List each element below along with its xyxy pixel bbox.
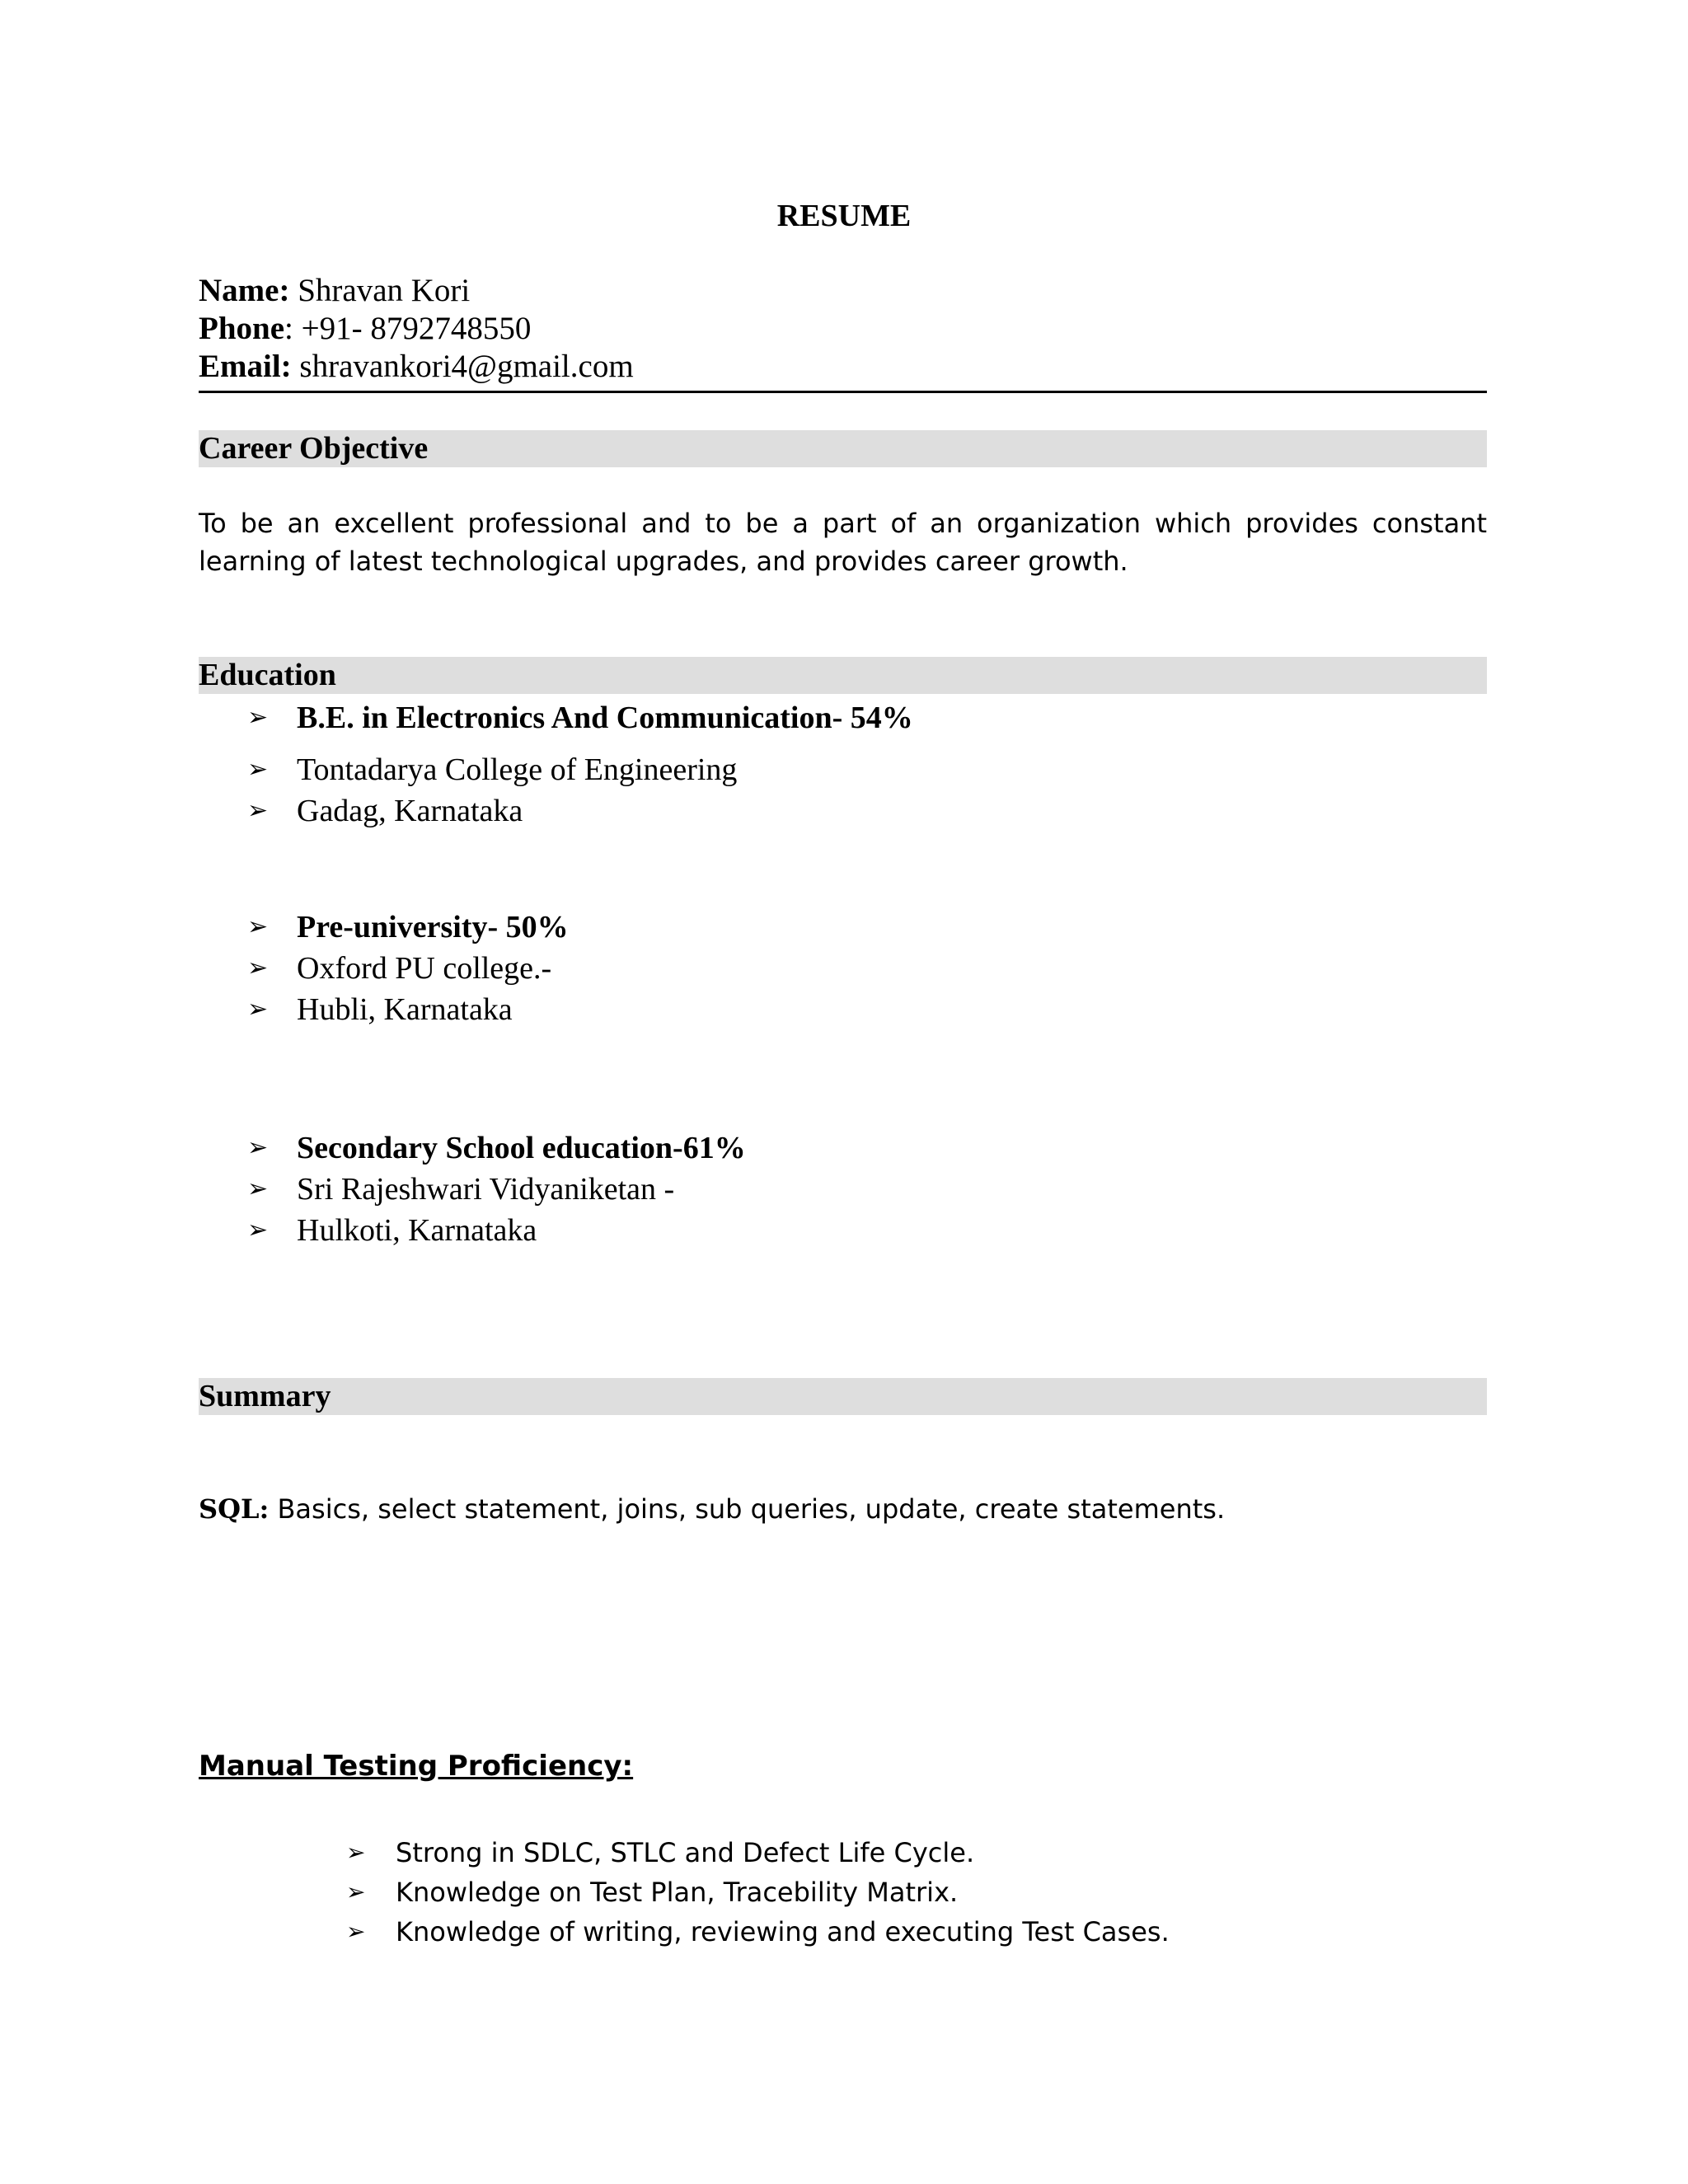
puc-location: Hubli, Karnataka bbox=[297, 992, 513, 1027]
manual-testing-heading: Manual Testing Proficiency: bbox=[199, 1750, 634, 1783]
manual-testing-item: Strong in SDLC, STLC and Defect Life Cycle. bbox=[396, 1837, 975, 1868]
arrow-bullet-icon: ➢ bbox=[247, 703, 269, 732]
career-objective-heading: Career Objective bbox=[199, 431, 429, 466]
sse-degree: Secondary School education-61% bbox=[297, 1131, 746, 1165]
arrow-bullet-icon: ➢ bbox=[247, 995, 269, 1024]
arrow-bullet-icon: ➢ bbox=[247, 755, 269, 784]
arrow-bullet-icon: ➢ bbox=[346, 1878, 366, 1905]
summary-heading: Summary bbox=[199, 1379, 331, 1413]
arrow-bullet-icon: ➢ bbox=[247, 796, 269, 825]
career-objective-line-2: learning of latest technological upgrades, and provides career growth. bbox=[199, 546, 1128, 577]
career-objective-text bbox=[199, 504, 1487, 580]
arrow-bullet-icon: ➢ bbox=[346, 1839, 366, 1866]
email-value: shravankori4@gmail.com bbox=[299, 349, 634, 384]
arrow-bullet-icon: ➢ bbox=[346, 1918, 366, 1945]
sse-college: Sri Rajeshwari Vidyaniketan - bbox=[297, 1172, 675, 1207]
arrow-bullet-icon: ➢ bbox=[247, 1133, 269, 1162]
education-heading: Education bbox=[199, 658, 336, 692]
career-objective-line-1: To be an excellent professional and to be a part of an organization which provides constant bbox=[199, 508, 1487, 539]
education-band bbox=[199, 657, 1487, 694]
be-score: - 54% bbox=[832, 701, 913, 735]
sql-text: Basics, select statement, joins, sub queries, update, create statements. bbox=[269, 1493, 1226, 1525]
be-college: Tontadarya College of Engineering bbox=[297, 752, 738, 787]
summary-sql bbox=[199, 1490, 1225, 1528]
contact-phone bbox=[199, 310, 531, 348]
name-value: Shravan Kori bbox=[298, 273, 471, 308]
arrow-bullet-icon: ➢ bbox=[247, 954, 269, 982]
contact-divider bbox=[199, 391, 1487, 393]
arrow-bullet-icon: ➢ bbox=[247, 912, 269, 941]
contact-email bbox=[199, 348, 634, 386]
name-label: Name: bbox=[199, 273, 290, 308]
sse-location: Hulkoti, Karnataka bbox=[297, 1213, 537, 1248]
summary-band bbox=[199, 1378, 1487, 1415]
manual-testing-item: Knowledge on Test Plan, Tracebility Matrix. bbox=[396, 1877, 959, 1908]
contact-name bbox=[199, 272, 470, 310]
puc-degree: Pre-university- 50% bbox=[297, 910, 569, 944]
phone-label: Phone bbox=[199, 311, 285, 346]
be-location: Gadag, Karnataka bbox=[297, 794, 523, 828]
be-degree: B.E. in Electronics And Communication bbox=[297, 701, 832, 735]
manual-testing-item: Knowledge of writing, reviewing and executing Test Cases. bbox=[396, 1916, 1170, 1947]
email-label: Email: bbox=[199, 349, 292, 384]
arrow-bullet-icon: ➢ bbox=[247, 1174, 269, 1203]
page-title: RESUME bbox=[776, 199, 912, 233]
arrow-bullet-icon: ➢ bbox=[247, 1216, 269, 1244]
sql-label: SQL: bbox=[199, 1493, 270, 1525]
puc-college: Oxford PU college.- bbox=[297, 951, 552, 986]
phone-value: : +91- 8792748550 bbox=[284, 311, 532, 346]
